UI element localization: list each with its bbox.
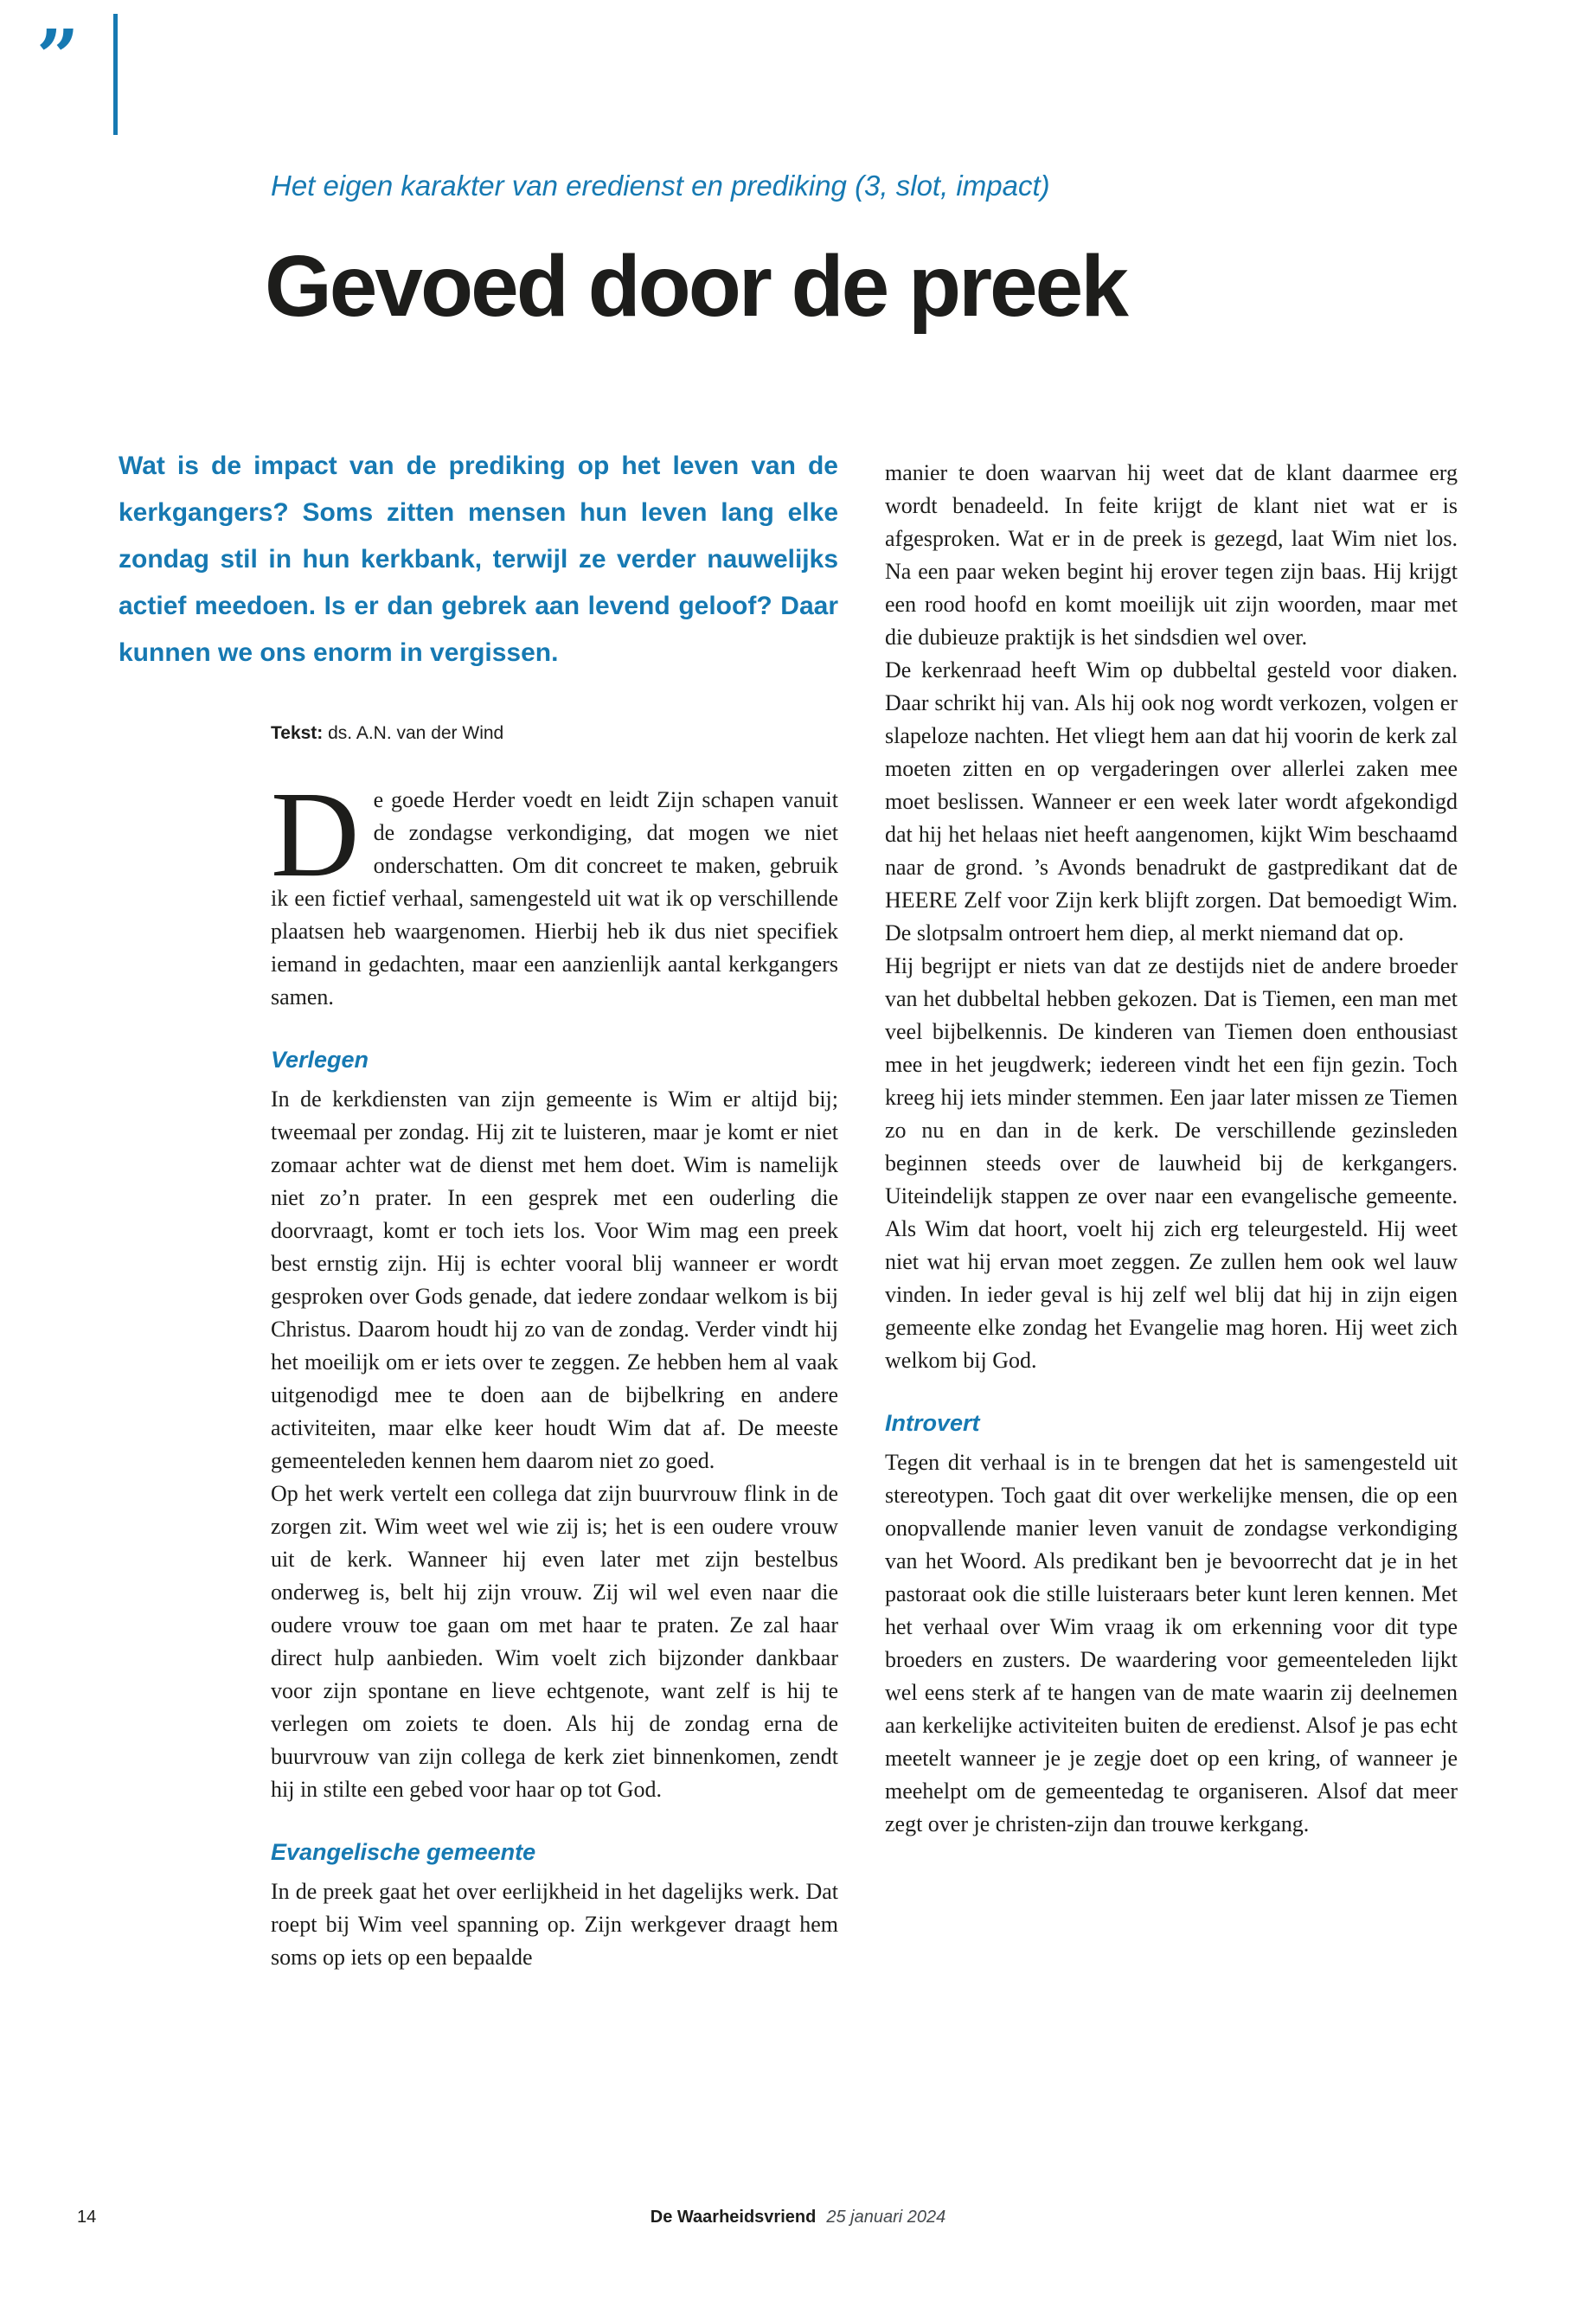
magazine-name: De Waarheidsvriend xyxy=(650,2208,817,2227)
section-heading-introvert: Introvert xyxy=(885,1410,980,1436)
page-title: Gevoed door de preek xyxy=(265,238,1126,335)
quote-mark-icon: ” xyxy=(36,14,80,101)
article-column-left xyxy=(271,766,838,1974)
paragraph: De kerkenraad heeft Wim op dubbeltal gesteld voor diaken. Daar schrikt hij van. Als hij ook nog wordt verkozen, volgen er slapeloze nachten. Het vliegt hem aan dat hij voorin de kerk zal moeten zitten en op vergaderingen over allerlei zaken mee moet beslissen. Wanneer er een week later wordt afgekondigd dat hij het helaas niet heeft aangenomen, kijkt Wim beschaamd naar de grond. ’s Avonds benadrukt de gastpredikant dat de HEERE Zelf voor Zijn kerk blijft zorgen. Dat bemoedigt Wim. De slotpsalm ontroert hem diep, al merkt niemand dat op. xyxy=(885,657,1458,945)
section-heading-verlegen: Verlegen xyxy=(271,1047,369,1073)
byline-label: Tekst: xyxy=(271,723,324,743)
byline-author: ds. A.N. van der Wind xyxy=(323,723,504,743)
paragraph: manier te doen waarvan hij weet dat de klant daarmee erg wordt benadeeld. In feite krijgt de klant niet wat er is afgesproken. Wat er in de preek is gezegd, laat Wim niet los. Na een paar weken begint hij erover tegen zijn baas. Hij krijgt een rood hoofd en komt moeilijk uit zijn woorden, maar met die dubieuze praktijk is het sindsdien wel over. xyxy=(885,460,1458,650)
opening-paragraph: De goede Herder voedt en leidt Zijn schapen vanuit de zondagse verkondiging, dat mogen we niet onderschatten. Om dit concreet te maken, gebruik ik een fictief verhaal, samengesteld uit wat ik op verschillende plaatsen heb waargenomen. Hierbij heb ik dus niet specifiek iemand in gedachten, maar een aanzienlijk aantal kerkgangers samen. xyxy=(271,766,838,1009)
page-number: 14 xyxy=(77,2208,97,2227)
issue-date: 25 januari 2024 xyxy=(826,2208,946,2227)
paragraph: In de kerkdiensten van zijn gemeente is Wim er altijd bij; tweemaal per zondag. Hij zit te luisteren, maar je komt er niet zomaar achter wat de dienst met hem doet. Wim is namelijk niet zo’n prater. In een gesprek met een ouderling die doorvraagt, komt er toch iets los. Voor Wim mag een preek best ernstig zijn. Hij is echter vooral blij wanneer er wordt gesproken over Gods genade, dat iedere zondaar welkom is bij Christus. Daarom houdt hij zo van de zondag. Verder vindt hij het moeilijk om er iets over te zeggen. Ze hebben hem al vaak uitgenodigd mee te doen aan de bijbelkring en andere activiteiten, maar elke keer houdt Wim dat af. De meeste gemeenteleden kennen hem daarom niet zo goed. xyxy=(271,1086,838,1473)
kicker: Het eigen karakter van eredienst en prediking (3, slot, impact) xyxy=(271,170,1050,202)
paragraph: Hij begrijpt er niets van dat ze destijds niet de andere broeder van het dubbeltal hebben gekozen. Dat is Tiemen, een man met veel bijbelkennis. De kinderen van Tiemen doen enthousiast mee in het jeugdwerk; iedereen vindt het een fijn gezin. Toch kreeg hij iets minder stemmen. Een jaar later missen ze Tiemen zo nu en dan in de kerk. De verschillende gezinsleden beginnen steeds over de lauwheid bij de kerkgangers. Uiteindelijk stappen ze over naar een evangelische gemeente. Als Wim dat hoort, voelt hij zich erg teleurgesteld. Hij weet niet wat hij ervan moet zeggen. Ze zullen hem ook wel lauw vinden. In ieder geval is hij zelf wel blij dat hij in zijn eigen gemeente elke zondag het Evangelie mag horen. Hij weet zich welkom bij God. xyxy=(885,953,1458,1373)
footer xyxy=(0,2204,1596,2239)
paragraph: Op het werk vertelt een collega dat zijn buurvrouw flink in de zorgen zit. Wim weet wel wie zij is; het is een oudere vrouw uit de kerk. Wanneer hij even later met zijn bestelbus onderweg is, belt hij zijn vrouw. Zij wil wel even naar die oudere vrouw toe gaan om met haar te praten. Ze zal haar direct hulp aanbieden. Wim voelt zich bijzonder dankbaar voor zijn spontane en lieve echtgenote, want zelf is hij te verlegen om zoiets te doen. Als hij de zondag erna de buurvrouw van zijn collega de kerk ziet binnenkomen, zendt hij in stilte een gebed voor haar op tot God. xyxy=(271,1481,838,1802)
section-heading-evangelische-gemeente: Evangelische gemeente xyxy=(271,1839,536,1865)
article-column-right xyxy=(885,457,1458,1841)
intro-paragraph: Wat is de impact van de prediking op het leven van de kerkgangers? Soms zitten mensen hun leven lang elke zondag stil in hun kerkbank, terwijl ze verder nauwelijks actief meedoen. Is er dan gebrek aan levend geloof? Daar kunnen we ons enorm in vergissen. xyxy=(119,452,838,667)
accent-rule xyxy=(113,14,118,135)
paragraph: Tegen dit verhaal is in te brengen dat het is samengesteld uit stereotypen. Toch gaat dit over werkelijke mensen, die op een onopvallende manier leven vanuit de zondagse verkondiging van het Woord. Als predikant ben je bevoorrecht dat je in het pastoraat ook die stille luisteraars beter kunt leren kennen. Met het verhaal over Wim vraag ik om erkenning voor dit type broeders en zusters. De waardering voor gemeenteleden lijkt wel eens sterk af te hangen van de mate waarin zij deelnemen aan kerkelijke activiteiten buiten de eredienst. Alsof je pas echt meetelt wanneer je je zegje doet op een kring, of wanneer je meehelpt om de gemeentedag te organiseren. Alsof dat meer zegt over je christen-zijn dan trouwe kerkgang. xyxy=(885,1450,1458,1836)
footer-center xyxy=(0,2208,1596,2227)
byline xyxy=(271,723,503,744)
paragraph: In de preek gaat het over eerlijkheid in het dagelijks werk. Dat roept bij Wim veel spanning op. Zijn werkgever draagt hem soms op iets op een bepaalde xyxy=(271,1879,838,1970)
